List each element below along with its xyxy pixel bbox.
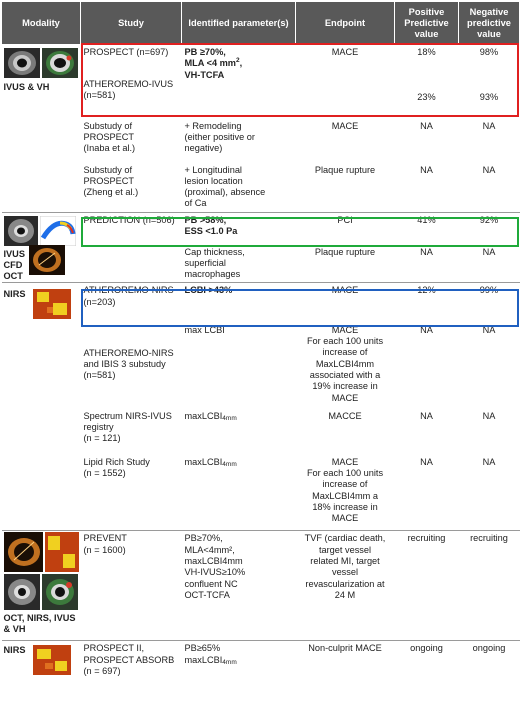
study-cell: PREDICTION (n=506) [81, 213, 182, 245]
param-line: lesion location [184, 175, 243, 186]
npv-cell: NA [482, 120, 496, 131]
modality-label: NIRS [3, 289, 26, 300]
param-line: OCT-TCFA [184, 589, 230, 600]
study-line: (n=581) [83, 370, 116, 381]
study-line: Lipid Rich Study [83, 456, 150, 467]
table-row [2, 45, 520, 77]
ppv-cell: 18% [417, 47, 436, 57]
param-sub: 4mm [222, 414, 237, 422]
modality-ivus-vh-cell [2, 45, 81, 119]
ppv-cell: NA [420, 410, 433, 421]
header-row [2, 2, 520, 45]
header-study: Study [81, 2, 182, 45]
endpoint-line: MaxLCBI4mm a [312, 490, 378, 501]
study-n: (n=581) [83, 89, 116, 100]
parameter-cell: max LCBI [184, 324, 225, 335]
endpoint-line: 19% increase in [312, 381, 378, 392]
npv-cell: 93% [479, 91, 499, 102]
param-line: superficial [184, 257, 226, 268]
ppv-cell: recruiting [395, 531, 459, 641]
oct-image-icon [29, 245, 65, 275]
study-line: Substudy of [83, 120, 133, 131]
ivus-image-icon [4, 48, 40, 78]
parameter-cell [182, 531, 296, 641]
table-row [2, 283, 520, 323]
modality-multi-cell [2, 531, 81, 641]
endpoint-line: increase of [322, 347, 368, 358]
study-cell [81, 283, 182, 323]
endpoint-line: 18% increase in [312, 502, 378, 513]
param-line: LCBI >43% [184, 285, 233, 296]
param-line: MLA<4mm², [184, 544, 235, 555]
endpoint-cell [296, 323, 395, 409]
modality-nirs-cell [2, 641, 81, 683]
study-line: Substudy of [83, 164, 133, 175]
param-main: maxLCBI [184, 456, 223, 467]
study-cell [81, 641, 182, 683]
npv-cell: NA [482, 164, 496, 175]
study-line: PROSPECT ABSORB [83, 654, 175, 665]
param-mla-sup: 2 [235, 57, 240, 65]
endpoint-cell: Plaque rupture [314, 164, 376, 175]
modality-label: NIRS [3, 645, 26, 656]
param-vh-tcfa: VH-TCFA [184, 69, 225, 80]
header-parameters: Identified parameter(s) [182, 2, 296, 45]
param-line: macrophages [184, 269, 241, 280]
param-main: maxLCBI [184, 654, 223, 665]
cfd-model-icon [40, 216, 76, 246]
header-ppv: Positive Predictive value [395, 2, 459, 45]
table-row [2, 163, 520, 213]
modality-nirs-cell [2, 283, 81, 323]
parameter-cell [182, 283, 296, 323]
table-row [2, 119, 520, 163]
endpoint-line: revascularization at [305, 578, 385, 589]
npv-cell: 92% [459, 213, 520, 245]
npv-cell: ongoing [459, 641, 520, 683]
study-line: (Inaba et al.) [83, 143, 136, 154]
modality-cell [2, 163, 81, 213]
param-mla: MLA <4 mm [184, 58, 236, 69]
study-cell [81, 245, 182, 283]
vh-image-icon [42, 574, 78, 610]
param-line: + Longitudinal [184, 164, 242, 175]
endpoint-cell [296, 77, 395, 119]
vh-image-icon [42, 48, 78, 78]
endpoint-cell: Non-culprit MACE [296, 641, 395, 683]
table-row [2, 213, 520, 245]
endpoint-cell: PCI [296, 213, 395, 245]
ppv-cell: NA [420, 164, 433, 175]
study-line: (n = 697) [83, 665, 121, 676]
study-line: (Zheng et al.) [83, 187, 139, 198]
parameter-cell [182, 641, 296, 683]
parameter-cell [182, 45, 296, 119]
study-line: Spectrum NIRS-IVUS [83, 410, 172, 421]
study-line: (n = 121) [83, 433, 121, 444]
param-line: ESS <1.0 Pa [184, 226, 238, 237]
table-row [2, 641, 520, 683]
endpoint-cell: Plaque rupture [314, 246, 376, 257]
npv-cell: NA [482, 324, 496, 335]
ppv-cell: NA [420, 324, 433, 335]
endpoint-cell: MACCE [328, 410, 362, 421]
study-cell [81, 455, 182, 531]
study-line: ATHEROREMO-NIRS [83, 285, 174, 296]
study-cell [81, 531, 182, 641]
modality-label: IVUS [3, 249, 25, 259]
modality-cell [2, 409, 81, 455]
parameter-cell [182, 213, 296, 245]
modality-cell [2, 455, 81, 531]
modality-label: IVUS & VH [3, 82, 50, 92]
study-cell [81, 163, 182, 213]
param-line: Cap thickness, [184, 246, 245, 257]
header-endpoint: Endpoint [296, 2, 395, 45]
nirs-chemogram-icon [45, 532, 79, 572]
param-comma: , [239, 58, 243, 69]
header-npv: Negative predictive value [459, 2, 520, 45]
npv-cell: NA [482, 246, 496, 257]
study-line: registry [83, 422, 114, 433]
param-line: of Ca [184, 198, 207, 209]
study-line: ATHEROREMO-NIRS [83, 347, 174, 358]
endpoint-line: target vessel [318, 544, 372, 555]
ppv-cell: NA [420, 456, 433, 467]
comparison-table-figure [1, 1, 519, 701]
param-line: (proximal), absence [184, 187, 266, 198]
endpoint-cell: MACE [331, 120, 359, 131]
param-sub: 4mm [222, 658, 237, 666]
endpoint-cell [296, 455, 395, 531]
parameter-cell [182, 409, 296, 455]
table-row [2, 531, 520, 641]
npv-cell: NA [482, 410, 496, 421]
ivus-image-icon [4, 574, 40, 610]
study-line: and IBIS 3 substudy [83, 359, 166, 370]
endpoint-line: MACE [331, 513, 359, 524]
study-line: (n=203) [83, 296, 116, 307]
study-line: PROSPECT [83, 131, 135, 142]
ppv-cell: NA [420, 120, 433, 131]
endpoint-line: MaxLCBI4mm [315, 358, 375, 369]
npv-cell: recruiting [459, 531, 520, 641]
param-sub: 4mm [222, 460, 237, 468]
study-line: (n = 1552) [83, 468, 126, 479]
table-row [2, 455, 520, 531]
param-line: confluent NC [184, 578, 238, 589]
ppv-cell: 23% [417, 91, 436, 102]
ppv-cell: ongoing [395, 641, 459, 683]
modality-cell [2, 323, 81, 409]
nirs-chemogram-icon [33, 645, 71, 675]
study-cell [81, 323, 182, 409]
param-line: PB≥65% [184, 643, 221, 654]
npv-cell: 98% [479, 47, 499, 57]
param-main: maxLCBI [184, 410, 223, 421]
endpoint-line: associated with a [309, 370, 381, 381]
endpoint-line: For each 100 units [306, 336, 384, 347]
ivus-image-icon [4, 216, 38, 246]
ppv-cell: 41% [395, 213, 459, 245]
table-row [2, 323, 520, 409]
oct-image-icon [4, 532, 43, 572]
endpoint-cell: MACE [331, 47, 359, 57]
npv-cell: NA [482, 456, 496, 467]
parameter-cell [182, 245, 296, 283]
param-line: PB >58%, [184, 215, 227, 225]
study-cell [81, 77, 182, 119]
param-line: PB≥70%, [184, 533, 223, 544]
param-pb: PB ≥70%, [184, 47, 226, 57]
param-line: maxLCBI4mm [184, 555, 243, 566]
endpoint-line: MACE [331, 324, 359, 335]
table-row [2, 409, 520, 455]
endpoint-cell [296, 531, 395, 641]
parameter-cell [182, 163, 296, 213]
header-modality: Modality [2, 2, 81, 45]
study-line: PREVENT [83, 533, 127, 544]
study-cell [81, 409, 182, 455]
endpoint-line: related MI, target [310, 555, 380, 566]
param-line: (either positive or [184, 131, 255, 142]
ppv-cell: 12% [395, 283, 459, 323]
modality-label: OCT [3, 271, 23, 281]
endpoint-line: For each 100 units [306, 468, 384, 479]
endpoint-line: increase of [322, 479, 368, 490]
predictive-studies-table [1, 1, 520, 683]
npv-cell: 99% [459, 283, 520, 323]
endpoint-line: 24 M [334, 589, 356, 600]
param-line: negative) [184, 143, 223, 154]
parameter-cell [182, 119, 296, 163]
endpoint-line: vessel [331, 567, 359, 578]
param-line: VH-IVUS≥10% [184, 567, 246, 578]
modality-cell [2, 119, 81, 163]
param-line: + Remodeling [184, 120, 242, 131]
endpoint-cell: MACE [296, 283, 395, 323]
study-cell: PROSPECT (n=697) [83, 47, 169, 57]
ppv-cell: NA [420, 246, 433, 257]
endpoint-line: TVF (cardiac death, [304, 533, 386, 544]
modality-ivus-cfd-oct-cell [2, 213, 81, 283]
nirs-chemogram-icon [33, 289, 71, 319]
modality-label: OCT, NIRS, IVUS & VH [3, 613, 76, 635]
study-cell [81, 119, 182, 163]
study-line: PROSPECT II, [83, 643, 145, 654]
study-name: ATHEROREMO-IVUS [83, 78, 174, 89]
study-line: (n = 1600) [83, 544, 126, 555]
parameter-cell [182, 455, 296, 531]
study-line: PROSPECT [83, 175, 135, 186]
endpoint-line: MACE [331, 456, 359, 467]
modality-label: CFD [3, 260, 23, 270]
endpoint-line: MACE [331, 392, 359, 403]
